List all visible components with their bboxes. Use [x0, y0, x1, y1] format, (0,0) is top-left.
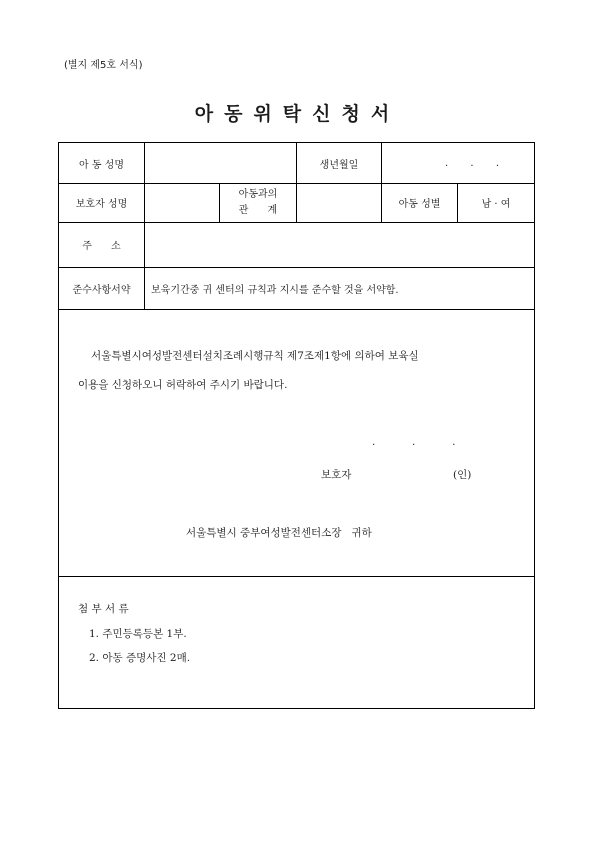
guardian-name-field[interactable] — [145, 184, 219, 221]
application-paragraph-line2: 이용을 신청하오니 허락하여 주시기 바랍니다. — [78, 379, 288, 391]
guardian-signature-field[interactable] — [359, 463, 451, 483]
address-label: 주 소 — [82, 241, 121, 252]
relation-label-line2: 관 계 — [238, 204, 278, 216]
section-divider — [59, 576, 534, 577]
relation-label — [220, 183, 296, 222]
form-number: (별지 제5호 서식) — [64, 60, 143, 71]
birthdate-label: 생년월일 — [319, 159, 359, 171]
child-gender-label: 아동 성별 — [398, 199, 441, 210]
guardian-signature-label: 보호자 — [321, 469, 352, 481]
seal-mark: (인) — [453, 469, 472, 481]
document-title: 아동위탁신청서 — [194, 103, 401, 125]
addressee: 서울특별시 중부여성발전센터소장 귀하 — [186, 527, 372, 539]
address-field[interactable] — [145, 223, 534, 266]
gender-selector[interactable]: 남 · 여 — [481, 199, 511, 210]
attachment-item: 1. 주민등록등본 1부. — [89, 628, 187, 640]
relation-field[interactable] — [297, 184, 381, 221]
guardian-name-label: 보호자 성명 — [75, 199, 128, 210]
compliance-text: 보육기간중 귀 센터의 규칙과 지시를 준수할 것을 서약함. — [151, 284, 399, 296]
row-divider — [59, 309, 534, 310]
compliance-label: 준수사항서약 — [72, 284, 131, 296]
child-name-label: 아 동 성명 — [79, 159, 124, 171]
application-date[interactable]: . . . — [372, 436, 456, 448]
attachment-item: 2. 아동 증명사진 2매. — [89, 652, 191, 664]
form-frame — [58, 142, 535, 709]
application-paragraph-line1: 서울특별시여성발전센터설치조례시행규칙 제7조제1항에 의하여 보육실 — [91, 350, 419, 362]
child-name-field[interactable] — [145, 144, 295, 182]
relation-label-line1: 아동과의 — [238, 188, 278, 200]
birthdate-field[interactable]: . . . — [444, 157, 500, 169]
attachments-heading: 첨 부 서 류 — [78, 603, 129, 615]
